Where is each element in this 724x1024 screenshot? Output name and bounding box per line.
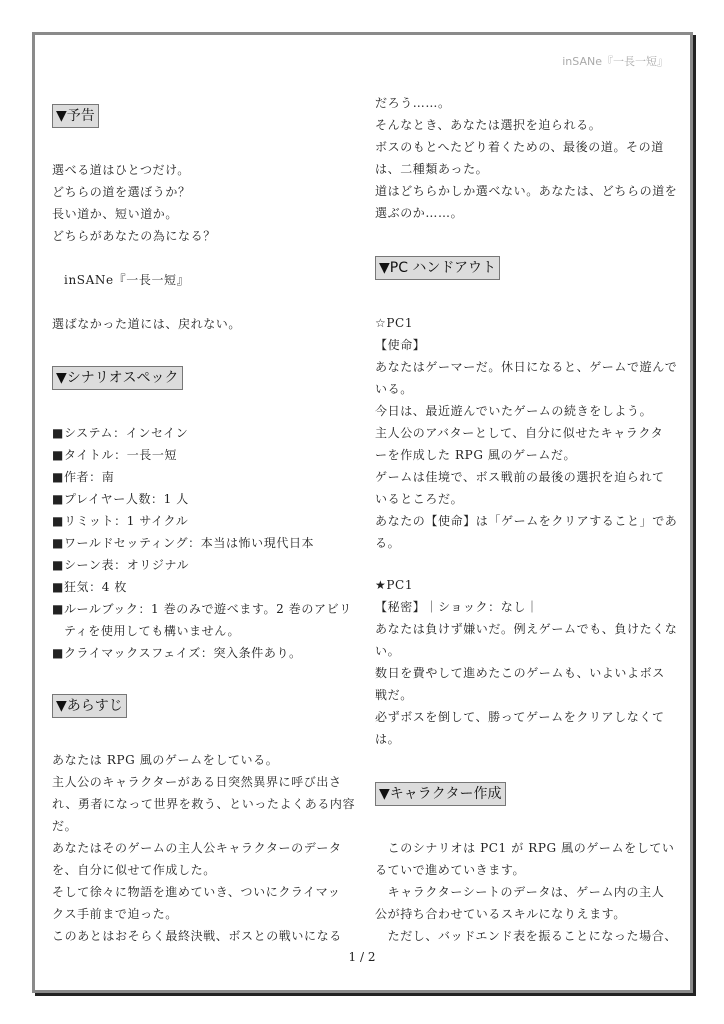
- text-line: 戦だ。: [375, 688, 413, 702]
- text-line: る。: [375, 536, 401, 550]
- text-line: このシナリオは PC1 が RPG 風のゲームをしてい: [375, 841, 675, 855]
- character-creation-text: [375, 837, 680, 947]
- text-line: 主人公のキャラクターがある日突然異界に呼び出さ: [52, 775, 342, 789]
- text-line: 主人公のアバターとして、自分に似せたキャラクタ: [375, 426, 664, 440]
- page-header: inSANe『一長一短』: [562, 55, 668, 68]
- text-line: ■タイトル：一長一短: [52, 448, 178, 462]
- text-line: あなたの【使命】は「ゲームをクリアすること」であ: [375, 514, 678, 528]
- text-line: ティを使用しても構いません。: [64, 624, 241, 638]
- spec-list: [52, 422, 357, 664]
- text-line: は、二種類あった。: [375, 162, 489, 176]
- heading-yokoku: ▼予告: [52, 104, 99, 128]
- text-line: ☆PC1: [375, 316, 414, 330]
- text-line: このあとはおそらく最終決戦、ボスとの戦いになる: [52, 929, 342, 943]
- text-line: 今日は、最近遊んでいたゲームの続きをしよう。: [375, 404, 653, 418]
- text-line: 道はどちらかしか選べない。あなたは、どちらの道を: [375, 184, 678, 198]
- text-line: ーを作成した RPG 風のゲームだ。: [375, 448, 577, 462]
- heading-scenario-spec: ▼シナリオスペック: [52, 366, 183, 390]
- text-line: るていで進めていきます。: [375, 863, 526, 877]
- text-line: そんなとき、あなたは選択を迫られる。: [375, 118, 602, 132]
- text-line: 長い道か、短い道か。: [52, 207, 179, 221]
- text-line: ■狂気：4 枚: [52, 580, 127, 594]
- text-line: ■シーン表：オリジナル: [52, 558, 190, 572]
- text-line: そして徐々に物語を進めていき、ついにクライマッ: [52, 885, 341, 899]
- yokoku-text: [52, 159, 357, 247]
- text-line: あなたは負けず嫌いだ。例えゲームでも、負けたくな: [375, 622, 678, 636]
- synopsis-continued: [375, 92, 680, 224]
- text-line: いる。: [375, 382, 413, 396]
- text-line: キャラクターシートのデータは、ゲーム内の主人: [375, 885, 665, 899]
- title-line-text: inSANe『一長一短』: [64, 273, 190, 287]
- tagline: [52, 313, 357, 335]
- text-line: ボスのもとへたどり着くための、最後の道。その道: [375, 140, 664, 154]
- text-line: 選べる道はひとつだけ。: [52, 163, 190, 177]
- synopsis-text: [52, 749, 357, 947]
- text-line: ただし、バッドエンド表を振ることになった場合、: [375, 929, 677, 943]
- text-line: ■クライマックスフェイズ：突入条件あり。: [52, 646, 302, 660]
- text-line: 選ぶのか……。: [375, 206, 464, 220]
- text-line: クス手前まで迫った。: [52, 907, 178, 921]
- text-line: 【使命】: [375, 338, 426, 352]
- text-line: あなたはそのゲームの主人公キャラクターのデータ: [52, 841, 342, 855]
- pc1-handout: [375, 312, 680, 554]
- pc1-secret: [375, 574, 680, 750]
- text-line: 数日を費やして進めたこのゲームも、いよいよボス: [375, 666, 665, 680]
- text-line: どちらの道を選ぼうか？: [52, 185, 191, 199]
- text-line: あなたはゲーマーだ。休日になると、ゲームで遊んで: [375, 360, 678, 374]
- heading-pc-handout: ▼PC ハンドアウト: [375, 256, 500, 280]
- text-line: を、自分に似せて作成した。: [52, 863, 216, 877]
- text-line: ■システム：インセイン: [52, 426, 189, 440]
- tagline-text: 選ばなかった道には、戻れない。: [52, 317, 242, 331]
- text-line: いるところだ。: [375, 492, 464, 506]
- text-line: れ、勇者になって世界を救う、といったよくある内容: [52, 797, 356, 811]
- text-line: どちらがあなたの為になる？: [52, 229, 216, 243]
- text-line: は。: [375, 732, 401, 746]
- title-line: [64, 269, 369, 291]
- text-line: ■ルールブック：1 巻のみで遊べます。2 巻のアビリ: [52, 602, 352, 616]
- text-line: ■作者：南: [52, 470, 115, 484]
- text-line: ■リミット：1 サイクル: [52, 514, 189, 528]
- heading-character-creation: ▼キャラクター作成: [375, 782, 506, 806]
- text-line: 必ずボスを倒して、勝ってゲームをクリアしなくて: [375, 710, 665, 724]
- text-line: 公が持ち合わせているスキルになりえます。: [375, 907, 626, 921]
- text-line: ★PC1: [375, 578, 414, 592]
- text-line: ■ワールドセッティング：本当は怖い現代日本: [52, 536, 315, 550]
- page-number: 1 / 2: [348, 950, 376, 964]
- heading-synopsis: ▼あらすじ: [52, 694, 127, 718]
- text-line: ■プレイヤー人数：1 人: [52, 492, 189, 506]
- text-line: だ。: [52, 819, 78, 833]
- text-line: だろう……。: [375, 96, 451, 110]
- text-line: ゲームは佳境で、ボス戦前の最後の選択を迫られて: [375, 470, 665, 484]
- text-line: 【秘密】｜ショック：なし｜: [375, 600, 539, 614]
- text-line: あなたは RPG 風のゲームをしている。: [52, 753, 279, 767]
- text-line: い。: [375, 644, 401, 658]
